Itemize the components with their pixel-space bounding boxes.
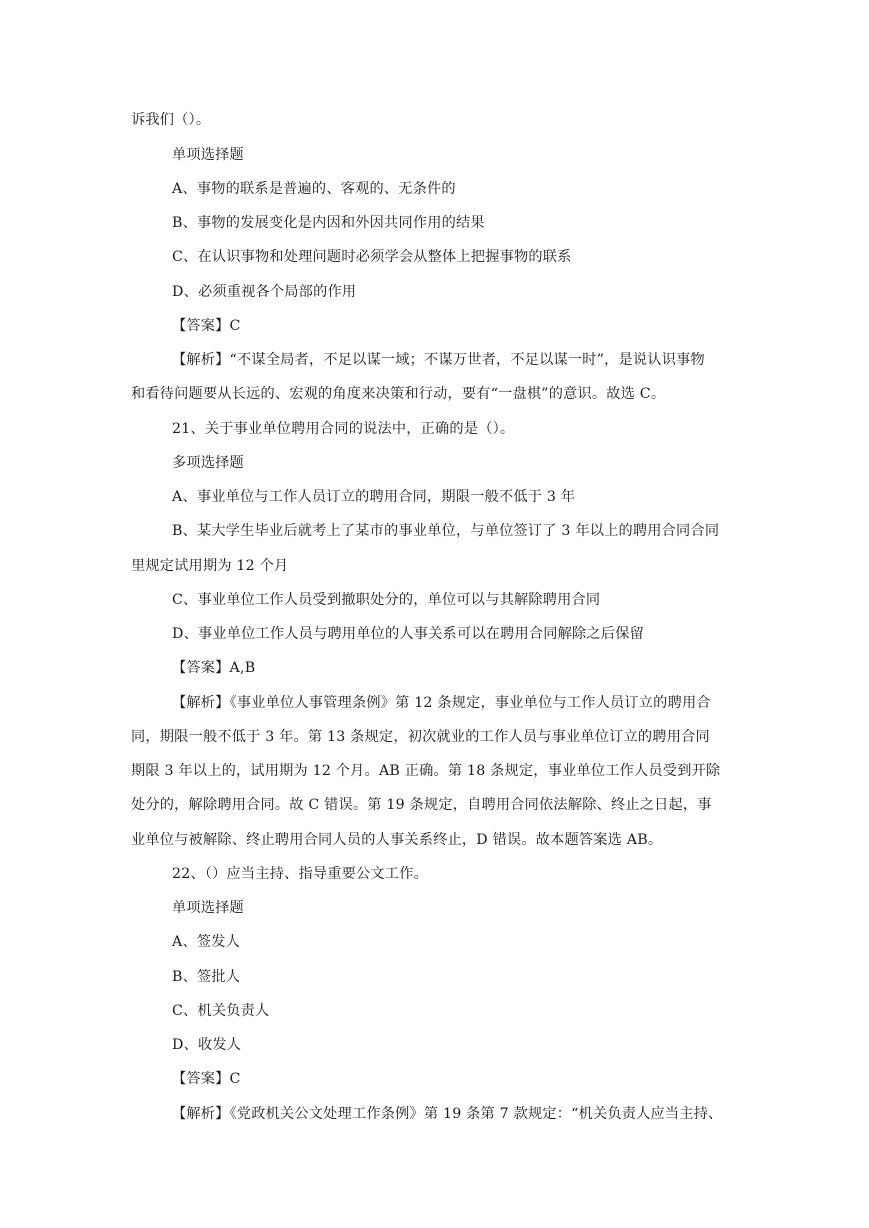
option-d: D、收发人	[172, 1037, 242, 1053]
question-stem: 21、关于事业单位聘用合同的说法中，正确的是（）。	[172, 421, 515, 437]
option-d: D、事业单位工作人员与聘用单位的人事关系可以在聘用合同解除之后保留	[172, 626, 644, 642]
explanation-line: 期限 3 年以上的，试用期为 12 个月。AB 正确。第 18 条规定，事业单位工作人员受到开除	[131, 763, 721, 779]
option-d: D、必须重视各个局部的作用	[172, 284, 357, 300]
option-a: A、事业单位与工作人员订立的聘用合同，期限一般不低于 3 年	[172, 489, 576, 505]
explanation-line: 【解析】《党政机关公文处理工作条例》第 19 条第 7 款规定：“机关负责人应当主持、	[172, 1106, 723, 1122]
question-stem-continuation: 诉我们（）。	[131, 112, 211, 128]
answer: 【答案】C	[172, 1071, 241, 1087]
question-type: 单项选择题	[172, 900, 244, 916]
option-b: B、事物的发展变化是内因和外因共同作用的结果	[172, 215, 485, 231]
explanation-line: 业单位与被解除、终止聘用合同人员的人事关系终止，D 错误。故本题答案选 AB。	[131, 832, 663, 848]
answer: 【答案】C	[172, 318, 241, 334]
explanation-line: 和看待问题要从长远的、宏观的角度来决策和行动，要有“一盘棋”的意识。故选 C。	[131, 386, 666, 402]
option-b: B、某大学生毕业后就考上了某市的事业单位，与单位签订了 3 年以上的聘用合同合同	[172, 523, 720, 539]
option-a: A、事物的联系是普遍的、客观的、无条件的	[172, 181, 456, 197]
option-c: C、在认识事物和处理问题时必须学会从整体上把握事物的联系	[172, 249, 572, 265]
question-type: 单项选择题	[172, 147, 244, 163]
option-c: C、机关负责人	[172, 1003, 270, 1019]
option-c: C、事业单位工作人员受到撤职处分的，单位可以与其解除聘用合同	[172, 592, 601, 608]
explanation-line: 【解析】《事业单位人事管理条例》第 12 条规定，事业单位与工作人员订立的聘用合	[172, 695, 711, 711]
option-b: B、签批人	[172, 969, 241, 985]
explanation-line: 同，期限一般不低于 3 年。第 13 条规定，初次就业的工作人员与事业单位订立的聘用合同	[131, 729, 710, 745]
question-stem: 22、（）应当主持、指导重要公文工作。	[172, 866, 428, 882]
option-b-continuation: 里规定试用期为 12 个月	[131, 558, 289, 574]
explanation-line: 【解析】“不谋全局者，不足以谋一域；不谋万世者，不足以谋一时”，是说认识事物	[172, 352, 705, 368]
question-type: 多项选择题	[172, 455, 244, 471]
answer: 【答案】A,B	[172, 660, 256, 676]
option-a: A、签发人	[172, 934, 240, 950]
explanation-line: 处分的，解除聘用合同。故 C 错误。第 19 条规定，自聘用合同依法解除、终止之日起，事	[131, 797, 712, 813]
